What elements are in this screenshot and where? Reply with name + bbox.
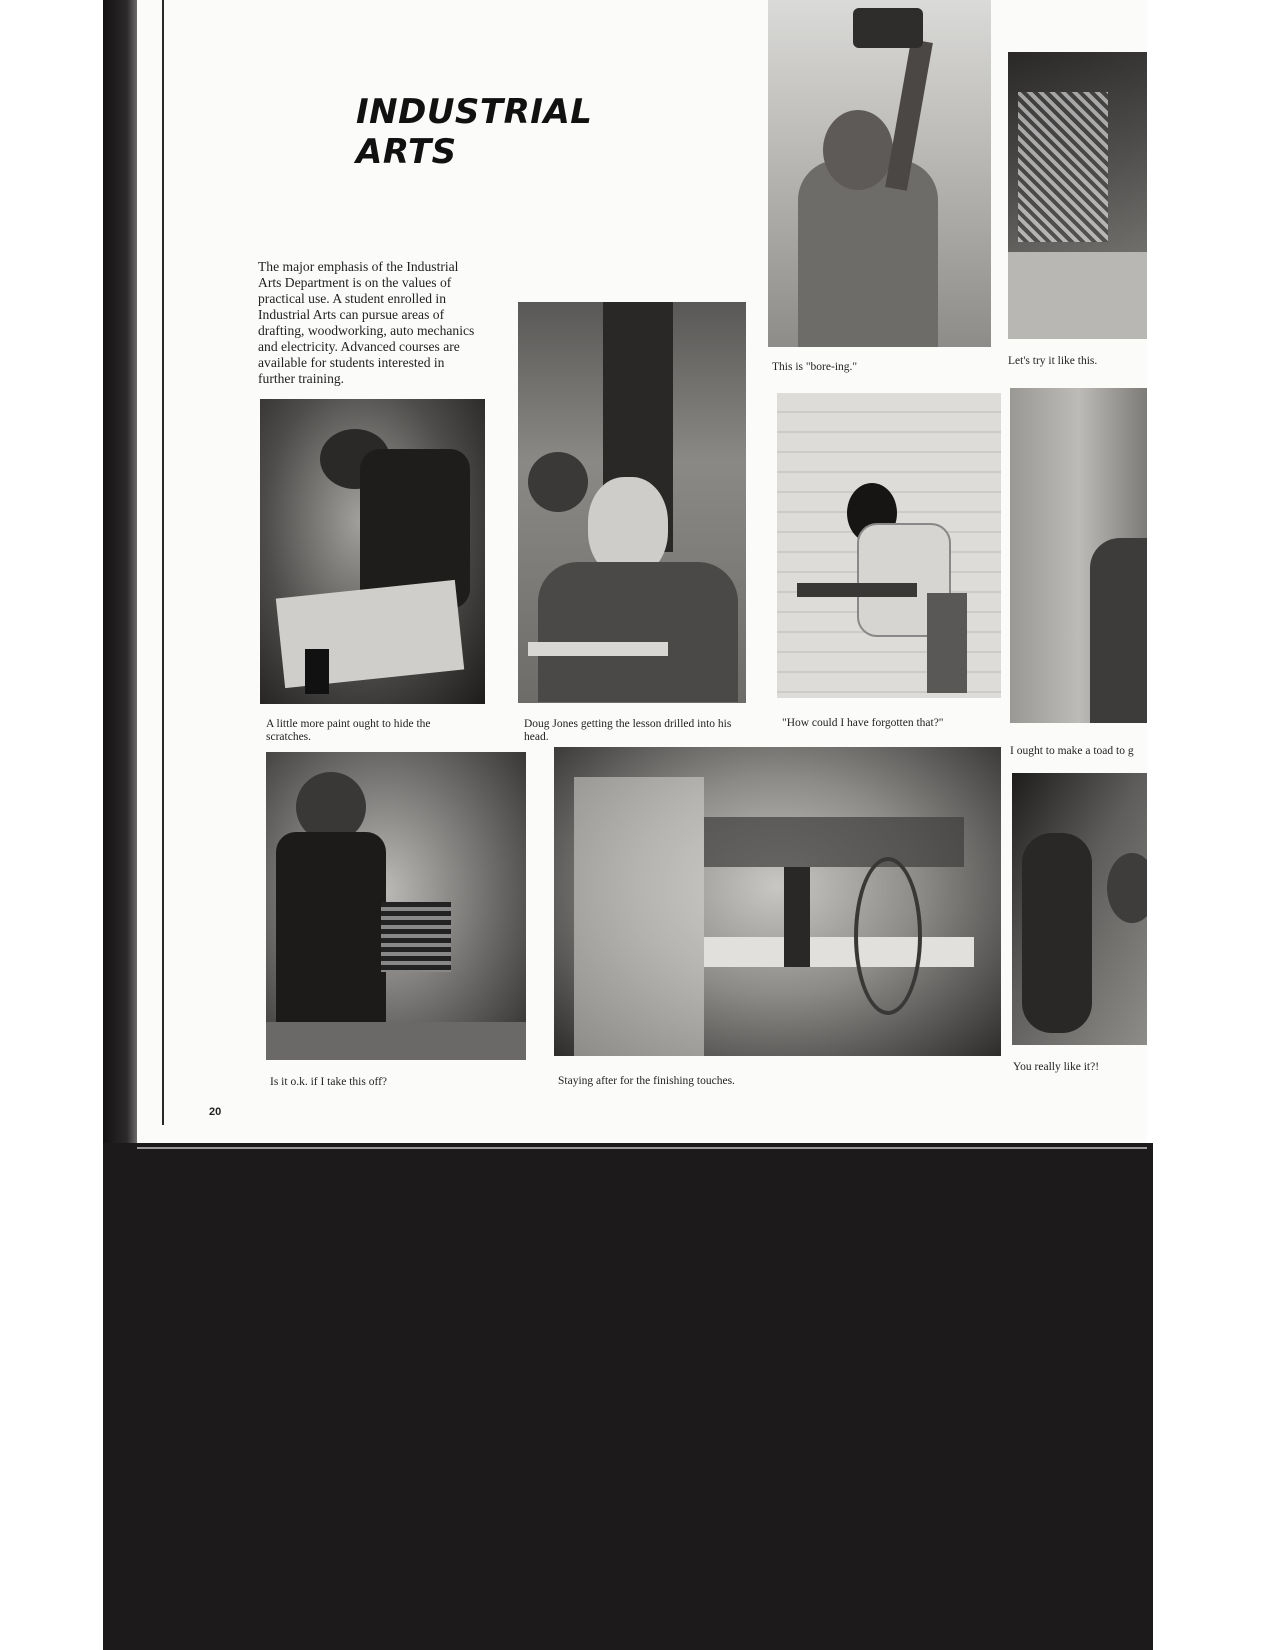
scan-background-bottom (103, 1143, 1153, 1650)
caption-bore: This is "bore-ing." (772, 361, 858, 373)
caption-like: You really like it?! (1013, 1061, 1100, 1073)
page-border-bottom (137, 1147, 1147, 1149)
caption-takeoff: Is it o.k. if I take this off? (270, 1076, 387, 1088)
photo-drilling-overhead (768, 0, 991, 347)
caption-try: Let's try it like this. (1008, 355, 1098, 367)
caption-finishing: Staying after for the finishing touches. (558, 1075, 735, 1087)
caption-paint: A little more paint ought to hide the scratches. (266, 718, 431, 743)
page-title: INDUSTRIAL ARTS (356, 92, 593, 172)
caption-toad: I ought to make a toad to g (1010, 745, 1134, 757)
caption-doug: Doug Jones getting the lesson drilled into his head. (524, 718, 732, 743)
photo-like-it (1012, 773, 1147, 1045)
photo-forgotten (777, 393, 1001, 698)
photo-try-it (1008, 52, 1147, 339)
page-spine (103, 0, 137, 1143)
page-border-left (162, 0, 164, 1125)
photo-toad (1010, 388, 1147, 723)
page-number: 20 (209, 1106, 222, 1118)
caption-forgotten: "How could I have forgotten that?" (782, 717, 944, 729)
intro-paragraph: The major emphasis of the Industrial Arts Department is on the values of practical use. A student enrolled in Industrial Arts can pursue areas of drafting, woodworking, auto mechanics and electricity. Advanced courses are available for students interested in further training. (258, 259, 475, 386)
photo-workshop (554, 747, 1001, 1056)
photo-engine (266, 752, 526, 1060)
photo-paint-scratches (260, 399, 485, 704)
photo-doug-jones (518, 302, 746, 703)
